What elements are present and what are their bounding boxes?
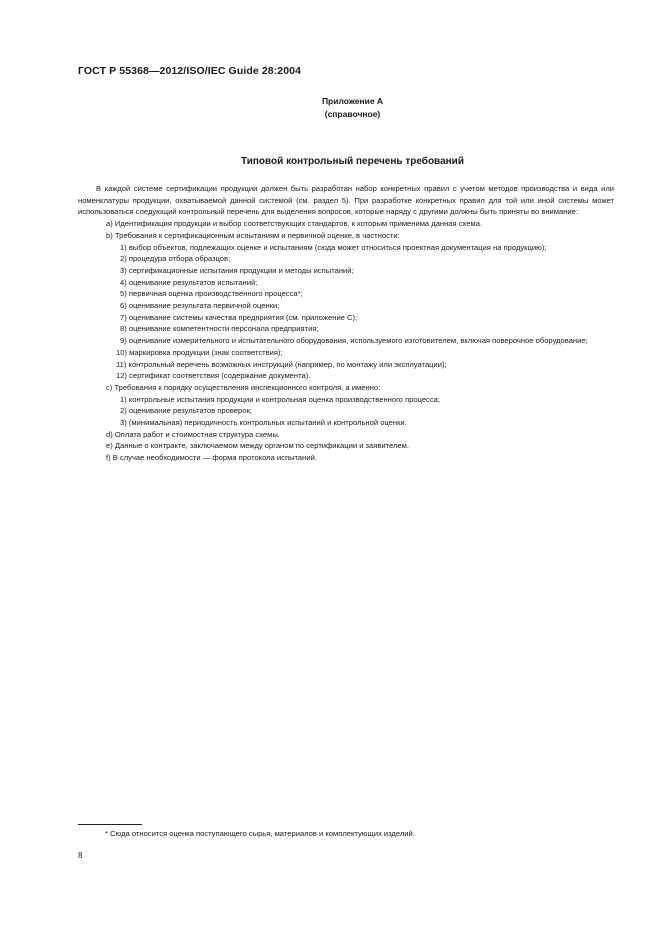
item-text: оценивание результата первичной оценки; — [128, 301, 280, 311]
item-text: Данные о контракте, заключаемом между органом по сертификации и заявителем. — [114, 441, 409, 451]
checklist-subitem-b1 — [78, 242, 614, 254]
item-marker: 6) — [120, 301, 127, 311]
item-marker: 7) — [120, 312, 127, 322]
checklist-subitem-b3 — [78, 265, 614, 277]
item-text: оценивание измерительного и испытательного оборудования, используемого изготовителем, включая поверочное оборудование; — [128, 336, 588, 346]
item-marker: 9) — [120, 336, 127, 346]
footnote-divider — [78, 824, 142, 825]
item-marker: 4) — [120, 277, 127, 287]
item-marker: 12) — [116, 371, 127, 381]
checklist-item-b — [78, 230, 614, 242]
item-text: сертификационные испытания продукции и методы испытаний; — [128, 265, 354, 275]
checklist-subitem-b9 — [78, 335, 614, 347]
item-text: (минимальная) периодичность контрольных испытаний и контрольной оценки. — [128, 418, 407, 428]
item-text: Требования к сертификационным испытаниям и первичной оценке, в частности: — [114, 230, 400, 240]
item-text: оценивание результатов проверок; — [128, 406, 252, 416]
item-marker: 2) — [120, 254, 127, 264]
checklist — [78, 218, 614, 464]
item-marker: e) — [106, 441, 113, 451]
item-text: Оплата работ и стоимостная структура схемы. — [114, 429, 280, 439]
item-text: оценивание результатов испытаний; — [128, 277, 258, 287]
item-text: В случае необходимости — форма протокола испытаний. — [112, 453, 317, 463]
item-marker: 3) — [120, 265, 127, 275]
checklist-item-e — [78, 440, 614, 452]
item-marker: f) — [106, 453, 111, 463]
document-body — [78, 183, 614, 464]
item-marker: b) — [106, 230, 113, 240]
page-number: 8 — [78, 851, 83, 860]
checklist-subitem-b7 — [78, 312, 614, 324]
item-text: выбор объектов, подлежащих оценке и испытаниям (сюда может относиться проектная документация на продукцию); — [128, 242, 547, 252]
document-title: Типовой контрольный перечень требований — [241, 156, 464, 167]
checklist-subitem-b5 — [78, 288, 614, 300]
checklist-item-d — [78, 429, 614, 441]
checklist-subitem-c2 — [78, 405, 614, 417]
checklist-subitem-b6 — [78, 300, 614, 312]
item-marker: 8) — [120, 324, 127, 334]
item-marker: 3) — [120, 418, 127, 428]
checklist-item-a — [78, 218, 614, 230]
item-text: оценивание компетентности персонала предприятия; — [128, 324, 319, 334]
item-text: Идентификация продукции и выбор соответствующих стандартов, к которым применима данная схема. — [114, 219, 483, 229]
checklist-subitem-c3 — [78, 417, 614, 429]
checklist-subitem-b10 — [78, 347, 614, 359]
checklist-subitem-b8 — [78, 323, 614, 335]
item-marker: 10) — [116, 347, 127, 357]
checklist-subitem-b12 — [78, 370, 614, 382]
item-marker: 2) — [120, 406, 127, 416]
item-text: сертификат соответствия (содержание документа). — [129, 371, 311, 381]
footnote: * Сюда относится оценка поступающего сырья, материалов и комплектующих изделий. — [105, 829, 415, 838]
item-text: процедура отбора образцов; — [128, 254, 231, 264]
item-text: маркировка продукции (знак соответствия); — [129, 347, 283, 357]
annex-title: Приложение А — [321, 96, 384, 106]
annex-status: (справочное) — [324, 109, 381, 119]
intro-paragraph: В каждой системе сертификации продукции должен быть разработан набор конкретных правил с учетом методов производства и вида или номенклатуры продукции, охватываемой данной системой (см. раздел 5). При разработке конкретных правил для той или иной системы может использоваться следующий контрольный перечень для выделения вопросов, которые наряду с другими должны быть приняты во внимание: — [78, 184, 614, 217]
item-text: контрольный перечень возможных инструкций (например, по монтажу или эксплуатации); — [128, 359, 447, 369]
checklist-subitem-b11 — [78, 359, 614, 371]
item-marker: a) — [106, 219, 113, 229]
item-text: контрольные испытания продукции и контрольная оценка производственного процесса; — [128, 394, 440, 404]
standard-header: ГОСТ Р 55368—2012/ISO/IEC Guide 28:2004 — [78, 65, 302, 77]
item-marker: 1) — [120, 242, 127, 252]
checklist-subitem-b2 — [78, 253, 614, 265]
item-marker: d) — [106, 429, 113, 439]
checklist-subitem-c1 — [78, 394, 614, 406]
item-marker: 1) — [120, 394, 127, 404]
item-text: Требования к порядку осуществления инспекционного контроля, а именно: — [114, 382, 381, 392]
item-text: первичная оценка производственного процесса*; — [128, 289, 303, 299]
item-marker: 5) — [120, 289, 127, 299]
item-marker: 11) — [116, 359, 127, 369]
annex-heading — [0, 95, 661, 121]
item-text: оценивание системы качества предприятия (см. приложение С); — [128, 312, 358, 322]
checklist-item-c — [78, 382, 614, 394]
checklist-subitem-b4 — [78, 277, 614, 289]
item-marker: c) — [106, 382, 113, 392]
checklist-item-f — [78, 452, 614, 464]
